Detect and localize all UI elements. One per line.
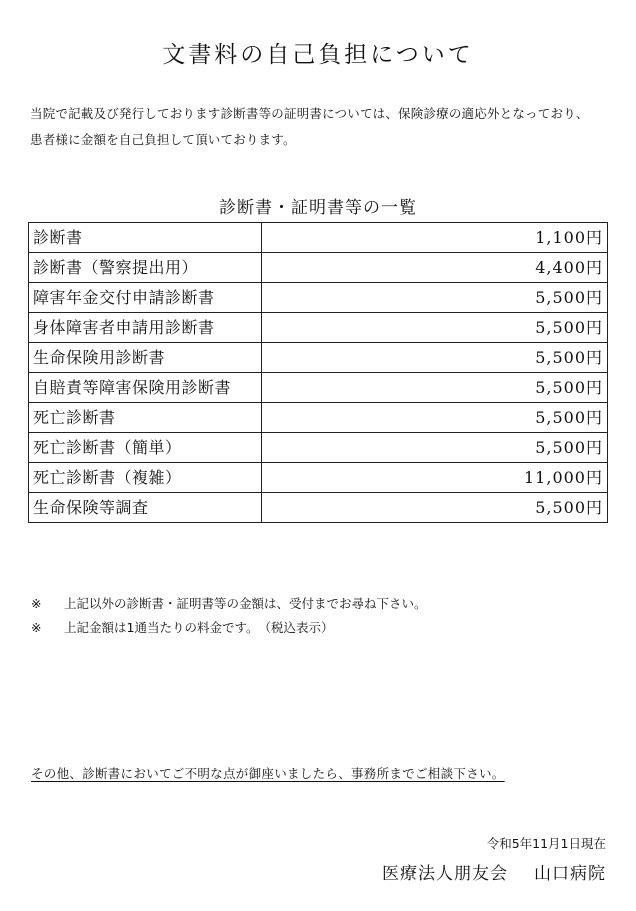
table-row xyxy=(29,403,608,433)
document-name: 死亡診断書（複雑） xyxy=(29,463,262,493)
table-row xyxy=(29,463,608,493)
table-row xyxy=(29,313,608,343)
effective-date: 令和5年11月1日現在 xyxy=(486,836,606,851)
document-price: 5,500円 xyxy=(262,313,608,343)
fee-table xyxy=(28,222,608,523)
document-price: 5,500円 xyxy=(262,493,608,523)
document-price: 5,500円 xyxy=(262,403,608,433)
table-row xyxy=(29,493,608,523)
document-price: 5,500円 xyxy=(262,433,608,463)
document-price: 5,500円 xyxy=(262,373,608,403)
note-mark: ※ xyxy=(31,620,42,635)
document-name: 生命保険等調査 xyxy=(29,493,262,523)
note-text: 上記金額は1通当たりの料金です。 （税込表示） xyxy=(64,620,334,635)
intro-line-1: 当院で記載及び発行しております診断書等の証明書については、保険診療の適応外となっており、 xyxy=(30,106,589,121)
note-item xyxy=(31,592,427,616)
document-price: 5,500円 xyxy=(262,283,608,313)
document-name: 診断書（警察提出用） xyxy=(29,253,262,283)
note-mark: ※ xyxy=(31,596,42,611)
page-title: 文書料の自己負担について xyxy=(162,42,474,68)
table-row xyxy=(29,433,608,463)
intro-line-2: 患者様に金額を自己負担して頂いております。 xyxy=(30,132,296,147)
document-name: 障害年金交付申請診断書 xyxy=(29,283,262,313)
document-price: 4,400円 xyxy=(262,253,608,283)
table-row xyxy=(29,373,608,403)
document-name: 診断書 xyxy=(29,223,262,253)
document-name: 死亡診断書 xyxy=(29,403,262,433)
table-row xyxy=(29,223,608,253)
table-row xyxy=(29,253,608,283)
issuer xyxy=(382,859,606,884)
contact-notice: その他、診断書においてご不明な点が御座いましたら、事務所までご相談下さい。 xyxy=(31,766,505,781)
document-price: 11,000円 xyxy=(262,463,608,493)
document-name: 身体障害者申請用診断書 xyxy=(29,313,262,343)
document-price: 1,100円 xyxy=(262,223,608,253)
note-text: 上記以外の診断書・証明書等の金額は、受付までお尋ね下さい。 xyxy=(64,596,427,611)
hospital-name: 山口病院 xyxy=(534,864,606,884)
table-row xyxy=(29,283,608,313)
table-row xyxy=(29,343,608,373)
document-name: 自賠責等障害保険用診断書 xyxy=(29,373,262,403)
table-caption: 診断書・証明書等の一覧 xyxy=(219,198,417,218)
organization-name: 医療法人朋友会 xyxy=(382,864,508,884)
notes xyxy=(31,592,427,640)
intro-text xyxy=(30,101,630,153)
document-name: 死亡診断書（簡単） xyxy=(29,433,262,463)
note-item xyxy=(31,616,427,640)
document-price: 5,500円 xyxy=(262,343,608,373)
document-name: 生命保険用診断書 xyxy=(29,343,262,373)
